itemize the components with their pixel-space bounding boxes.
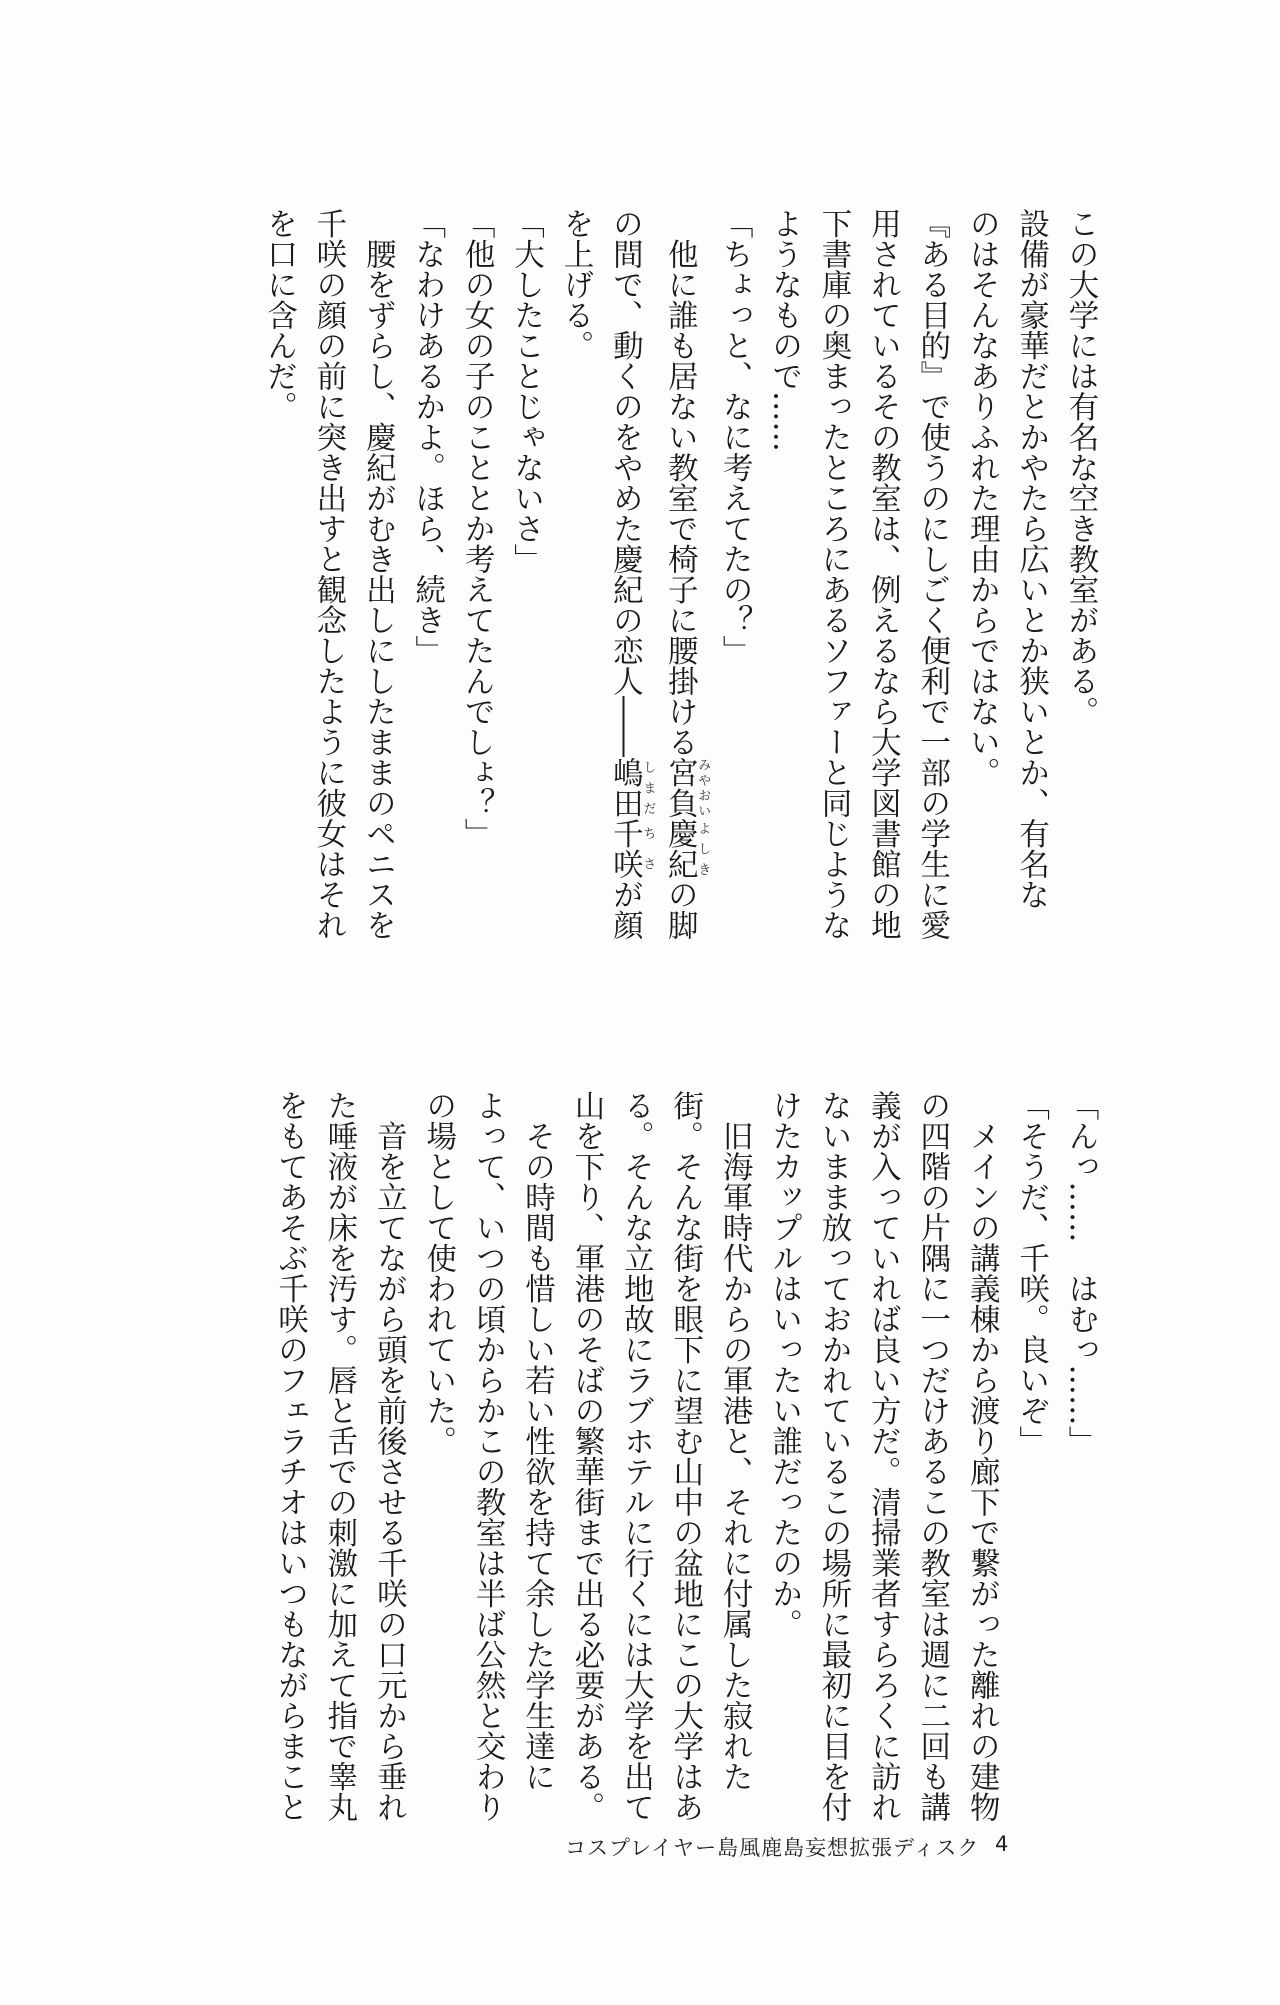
text-segment: が顔 [607,879,643,940]
text-line: を口に含んだ。 [261,208,297,422]
ruby-base: 宮負 [662,757,698,818]
ruby-text: しまだ [640,757,656,818]
text-line: 山を下り、軍港のそばの繁華街まで出る必要がある。 [568,1090,604,1822]
text-line: 「そうだ、千咲。良いぞ」 [1013,1090,1049,1456]
text-line: 音を立てながら頭を前後させる千咲の口元から垂れ [371,1090,407,1822]
text-block-bottom [265,1090,1105,1822]
ruby-text: みやおい [695,757,711,818]
text-line: をもてあそぶ千咲のフェラチオはいつもながらまこと [272,1090,308,1822]
book-title-footer: コスプレイヤー島風鹿島妄想拡張ディスク [565,1836,980,1860]
text-line: その時間も惜しい若い性欲を持て余した学生達に [519,1090,555,1792]
ruby-name [662,757,711,818]
text-line: この大学には有名な空き教室がある。 [1063,208,1098,727]
text-line: を上げる。 [557,208,593,361]
text-line-ruby [600,208,656,940]
text-line: の四階の片隅に一つだけあるこの教室は週に二回も講 [914,1090,950,1822]
text-segment: の脚 [662,879,698,940]
text-block-top [254,208,1105,940]
ruby-name [607,818,656,879]
ruby-text: ちさ [640,818,656,879]
text-line: ないまま放っておかれているこの場所に最初に目を付 [815,1090,851,1822]
text-line: 『ある目的』で使うのにしごく便利で一部の学生に愛 [914,208,950,940]
text-line: けたカップルはいったい誰だったのか。 [766,1090,802,1639]
ruby-base: 慶紀 [662,818,698,879]
ruby-name [607,757,656,818]
ruby-name [662,818,711,879]
ruby-base: 千咲 [607,818,643,879]
text-line: 「他の女の子のこととか考えてたんでしょ？」 [459,208,495,849]
ruby-base: 嶋田 [607,757,643,818]
text-line: 設備が豪華だとかやたら広いとか狭いとか、有名な [1013,208,1049,910]
text-line: 下書庫の奥まったところにあるソファーと同じような [815,208,851,940]
text-line: 「なわけあるかよ。ほら、続き」 [409,208,445,666]
text-line: る。そんな立地故にラブホテルに行くには大学を出て [618,1090,654,1822]
text-line: よって、いつの頃からかこの教室は半ば公然と交わり [470,1090,506,1822]
text-line: メインの講義棟から渡り廊下で繋がった離れの建物 [964,1090,1000,1822]
text-line: ようなもので…… [766,208,802,452]
text-segment: 他に誰も居ない教室で椅子に腰掛ける [662,208,698,757]
text-line: 街。そんな街を眼下に望む山中の盆地にこの大学はあ [667,1090,703,1822]
ruby-text: よしき [695,818,711,879]
text-line: 義が入っていれば良い方だ。清掃業者すらろくに訪れ [865,1090,901,1822]
text-segment: の間で、動くのをやめた慶紀の恋人―― [607,208,643,757]
text-line: 旧海軍時代からの軍港と、それに付属した寂れた [717,1090,753,1792]
text-line: た唾液が床を汚す。唇と舌での刺激に加えて指で睾丸 [321,1090,357,1822]
text-line: 腰をずらし、慶紀がむき出しにしたままのペニスを [360,208,396,940]
text-line: 用されているその教室は、例えるなら大学図書館の地 [865,208,901,940]
text-line: 「ちょっと、なに考えてたの？」 [717,208,753,666]
text-line: のはそんなありふれた理由からではない。 [964,208,1000,788]
text-line: 「大したことじゃないさ」 [508,208,544,574]
page-number: 4 [995,1832,1009,1856]
text-line: 「んっ…… はむっ……」 [1063,1090,1098,1456]
text-line-ruby [655,208,711,940]
text-line: 千咲の顔の前に突き出すと観念したように彼女はそれ [310,208,346,940]
text-line: の場として使われていた。 [420,1090,456,1456]
